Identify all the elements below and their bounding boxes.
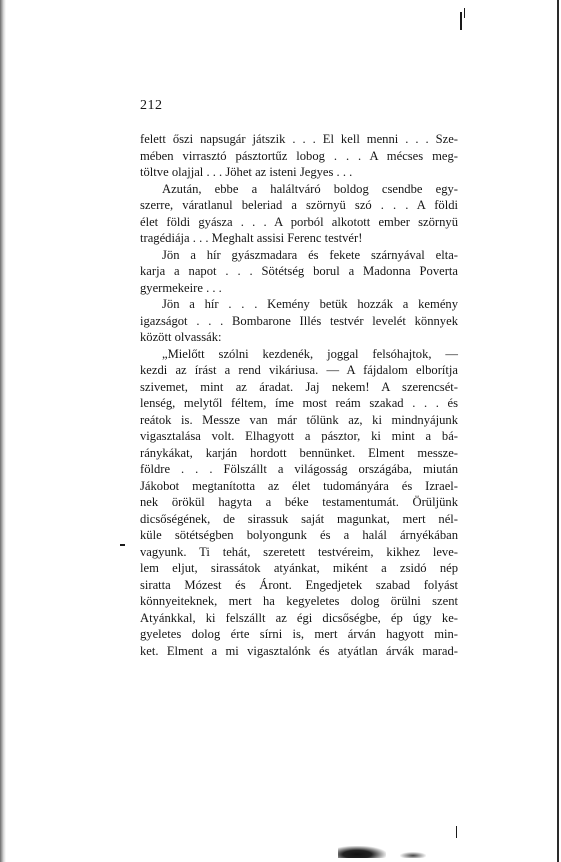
text-line: lem eljut, sirassátok atyánkat, miként a zsidó nép (140, 561, 458, 575)
body-text (140, 131, 458, 659)
text-line: siratta Mózest és Áront. Engedjetek szabad folyást (140, 577, 458, 592)
text-line: tragédiája . . . Meghalt assisi Ferenc testvér! (140, 231, 363, 245)
text-line: szivemet, mint az áradat. Jaj nekem! A szerencsét- (140, 379, 458, 394)
text-line: dicsőségének, de sirassuk saját magunkat, mert nél- (140, 511, 458, 526)
text-line: Jön a hír . . . Kemény betük hozzák a kemény (162, 297, 458, 311)
text-line: Jön a hír gyászmadara és fekete szárnyával elta- (162, 247, 458, 262)
ink-smudge (400, 852, 426, 858)
text-line: nek örökül hagyta a béke testamentumát. Örüljünk (140, 495, 458, 509)
text-line: küle sötétségben bolyongunk és a halál árnyékában (140, 528, 458, 542)
text-line: földre . . . Fölszállt a világosság országába, miután (140, 462, 458, 476)
text-line: töltve olajjal . . . Jöhet az isteni Jegyes . . . (140, 165, 353, 179)
text-line: ránykákat, karján hordott bennünket. Elment messze- (140, 445, 458, 460)
text-line: karja a napot . . . Sötétség borul a Madonna Poverta (140, 264, 458, 278)
page-edge-right (557, 0, 559, 862)
scan-mark (456, 826, 457, 838)
text-line: élet földi gyásza . . . A porból alkotott ember szörnyü (140, 214, 458, 229)
scan-mark (120, 544, 125, 546)
text-line: gyermekeire . . . (140, 280, 222, 295)
text-line: ket. Elment a mi vigasztalónk és atyátlan árvák marad- (140, 643, 458, 658)
text-line: között olvassák: (140, 330, 222, 344)
text-line: szerre, váratlanul beleriad a szörnyü szó . . . A földi (140, 198, 458, 212)
scan-mark (464, 8, 465, 18)
scan-mark (460, 12, 462, 30)
text-line: gyeletes dolog érte sírni is, mert árván hagyott min- (140, 627, 458, 641)
text-line: könnyeiteknek, mert ha kegyeletes dolog örülni szent (140, 594, 458, 608)
text-line: vagyunk. Ti tehát, szeretett testvéreim, kikhez leve- (140, 544, 458, 559)
text-line: mében virrasztó pásztortűz lobog . . . A mécses meg- (140, 148, 458, 163)
text-line: Jákobot megtanította az élet tudományára és Izrael- (140, 478, 458, 493)
text-line: Atyánkkal, ki felszállt az égi dicsőségbe, ép úgy ke- (140, 610, 458, 625)
text-line: vigasztalása volt. Elhagyott a pásztor, ki mint a bá- (140, 429, 458, 443)
ink-smudge (338, 846, 386, 858)
text-line: felett őszi napsugár játszik . . . El kell menni . . . Sze- (140, 132, 458, 146)
text-line: Azután, ebbe a haláltváró boldog csendbe egy- (162, 181, 458, 196)
page-edge-left (0, 0, 6, 862)
text-line: kezdi az írást a rend vikáriusa. — A fájdalom elborítja (140, 363, 458, 377)
text-line: „Mielőtt szólni kezdenék, joggal felsóhajtok, — (162, 346, 458, 361)
text-line: reátok is. Messze van már tőlünk az, ki mindnyájunk (140, 412, 458, 427)
text-line: igazságot . . . Bombarone Illés testvér levelét könnyek (140, 313, 458, 328)
text-line: lenség, melytől féltem, íme most reám szakad . . . és (140, 396, 458, 410)
page-number: 212 (140, 98, 163, 113)
